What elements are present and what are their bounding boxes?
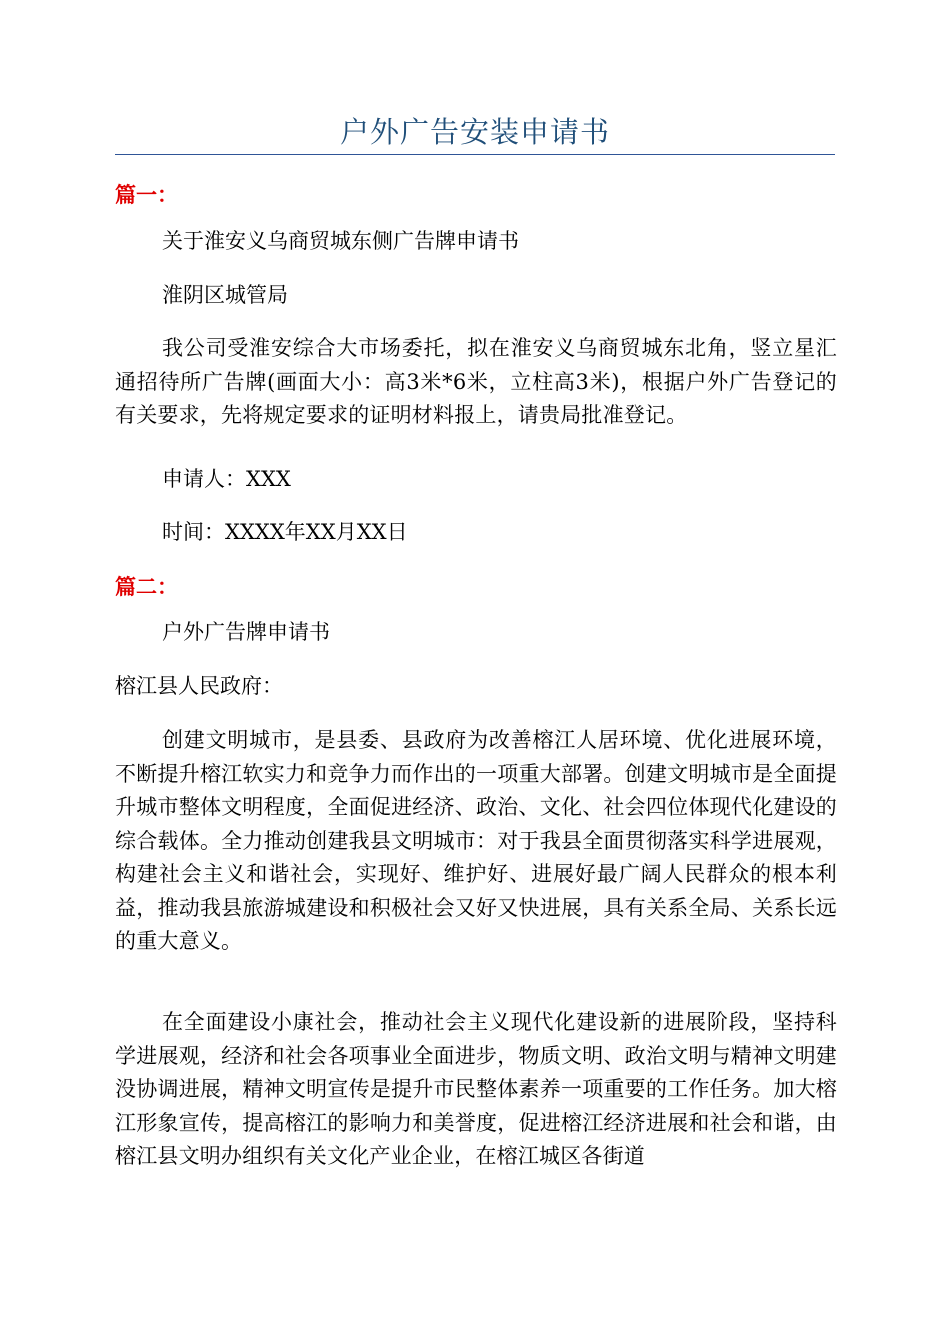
part2-subject: 户外广告牌申请书 [162,620,330,644]
section-heading-part2: 篇二： [115,574,178,599]
document-title: 户外广告安装申请书 [339,115,610,149]
section-heading-part1: 篇一： [115,182,178,207]
part2-recipient: 榕江县人民政府： [115,674,283,698]
part1-date: 时间：XXXX年XX月XX日 [162,520,408,544]
part1-recipient: 淮阴区城管局 [162,283,288,307]
part2-body-paragraph-2: 在全面建设小康社会，推动社会主义现代化建设新的进展阶段，坚持科学进展观，经济和社会各项事业全面进步，物质文明、政治文明与精神文明建没协调进展，精神文明宣传是提升市民整体素养一项重要的工作任务。加大榕江形象宣传，提高榕江的影响力和美誉度，促进榕江经济进展和社会和谐，由榕江县文明办组织有关文化产业企业，在榕江城区各街道 [115,1010,837,1168]
part1-applicant: 申请人：XXX [162,467,291,491]
title-divider [115,154,835,155]
part2-body-paragraph-1: 创建文明城市，是县委、县政府为改善榕江人居环境、优化进展环境，不断提升榕江软实力和竞争力而作出的一项重大部署。创建文明城市是全面提升城市整体文明程度，全面促进经济、政治、文化、社会四位体现代化建设的综合载体。全力推动创建我县文明城市：对于我县全面贯彻落实科学进展观，构建社会主义和谐社会，实现好、维护好、进展好最广阔人民群众的根本利益，推动我县旅游城建设和积极社会又好又快进展，具有关系全局、关系长远的重大意义。 [115,728,837,953]
part1-subject: 关于淮安义乌商贸城东侧广告牌申请书 [162,229,519,253]
part1-body-paragraph: 我公司受淮安综合大市场委托，拟在淮安义乌商贸城东北角，竖立星汇通招待所广告牌(画面大小：高3米*6米，立柱高3米)，根据户外广告登记的有关要求，先将规定要求的证明材料报上，请贵局批准登记。 [115,336,837,427]
